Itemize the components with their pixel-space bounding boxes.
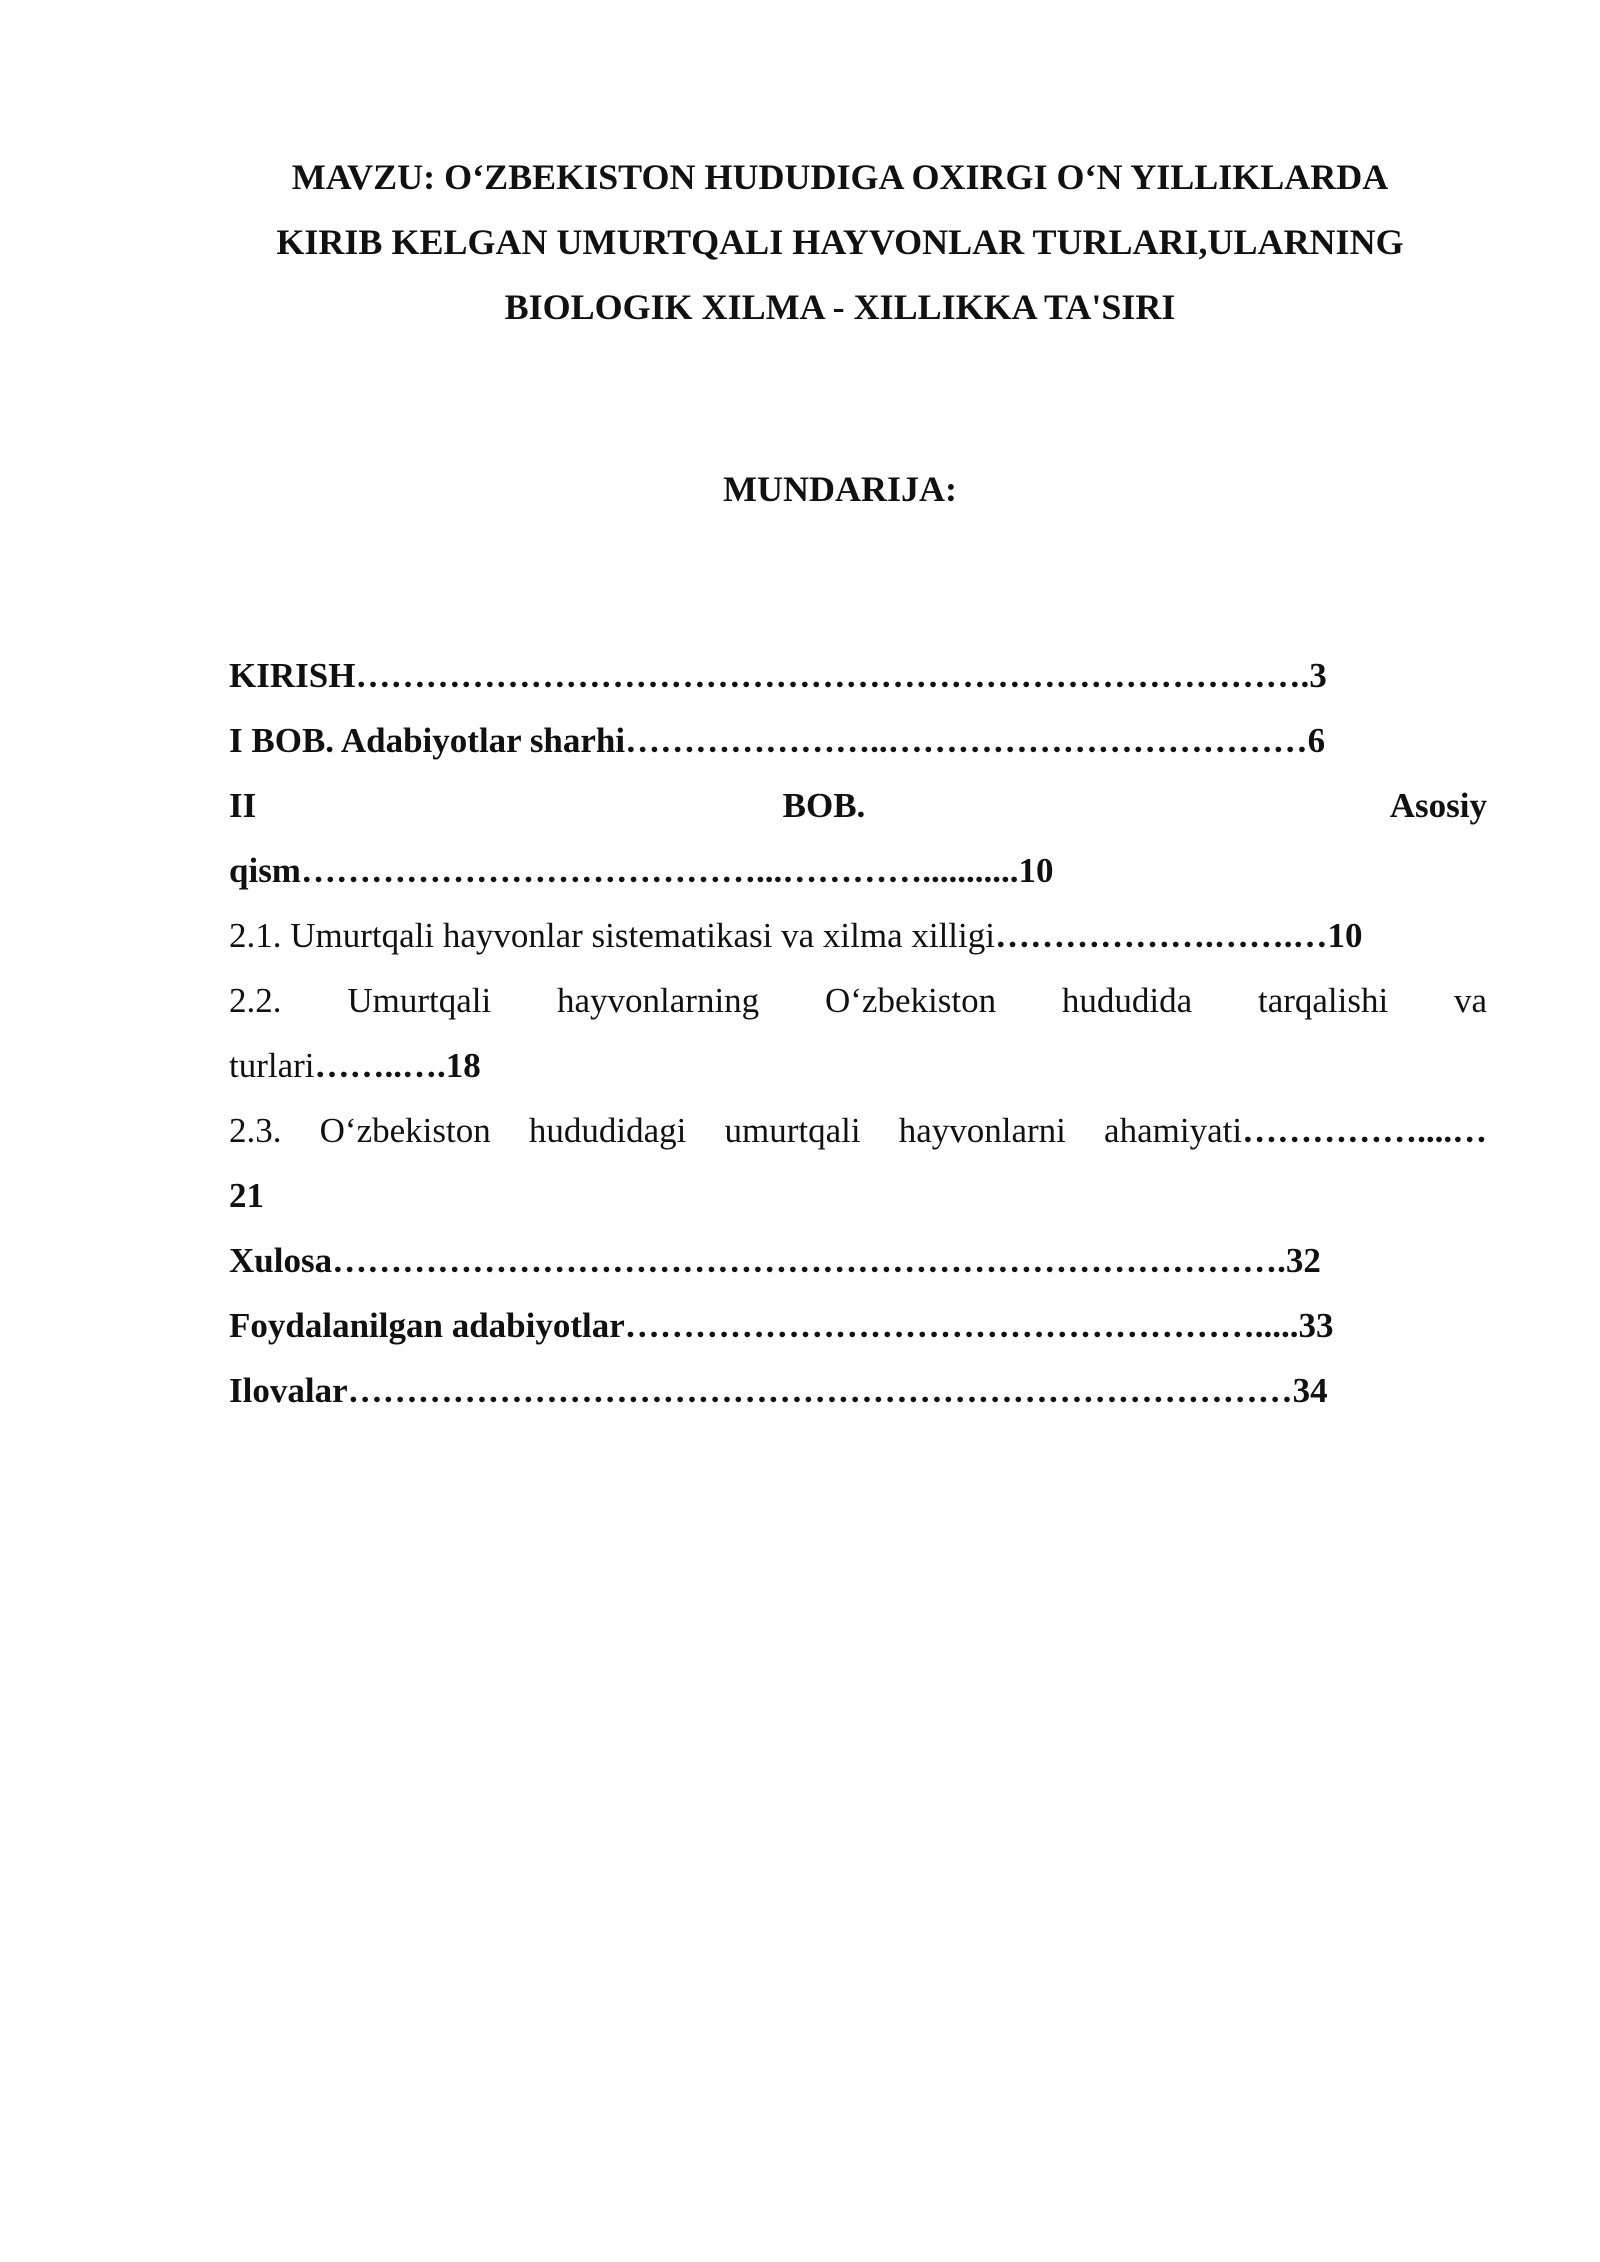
toc-entry-label: Foydalanilgan adabiyotlar — [229, 1306, 625, 1345]
toc-entry-label: Ilovalar — [229, 1371, 348, 1410]
title-line-2: KIRIB KELGAN UMURTQALI HAYVONLAR TURLARI,ULARNING — [276, 222, 1404, 262]
toc-entry-xulosa[interactable] — [229, 1228, 1487, 1293]
toc-page-number: 10 — [1327, 916, 1363, 955]
toc-entry-foydalanilgan-adabiyotlar[interactable] — [229, 1293, 1487, 1358]
toc-entry-label: I BOB. Adabiyotlar sharhi — [229, 721, 626, 760]
toc-word: ahamiyati — [1104, 1111, 1243, 1150]
toc-leader-dots: …………………..……………………………… — [625, 721, 1308, 760]
toc-word: II — [229, 786, 257, 825]
toc-page-number: 34 — [1292, 1371, 1328, 1410]
toc-entry-bob-1[interactable] — [229, 708, 1487, 773]
title-line-3: BIOLOGIK XILMA - XILLIKKA TA'SIRI — [504, 287, 1176, 327]
toc-entry-2-3-line-2[interactable] — [229, 1163, 1487, 1228]
toc-page-number: 32 — [1285, 1241, 1321, 1280]
document-title — [240, 145, 1440, 340]
toc-entry-ilovalar[interactable] — [229, 1358, 1487, 1423]
toc-entry-2-3-line-1[interactable] — [229, 1098, 1487, 1163]
toc-heading: MUNDARIJA: — [723, 469, 957, 509]
toc-word: hududidagi — [528, 1111, 687, 1150]
toc-word: O‘zbekiston — [319, 1111, 491, 1150]
toc-page-number: 10 — [1018, 851, 1054, 890]
toc-word: O‘zbekiston — [825, 981, 997, 1020]
toc-page-number: 6 — [1307, 721, 1326, 760]
toc-entry-kirish[interactable] — [229, 643, 1487, 708]
toc-leader-dots: ………………………………………………………………………. — [355, 656, 1310, 695]
toc-word: umurtqali — [724, 1111, 861, 1150]
toc-leader-dots: ……………….…….… — [994, 916, 1328, 955]
toc-entry-label: Xulosa — [229, 1241, 333, 1280]
toc-leader-dots: ………………………………………………..... — [624, 1306, 1299, 1345]
toc-entry-2-2-line-2[interactable] — [229, 1033, 1487, 1098]
toc-entry-2-1[interactable] — [229, 903, 1487, 968]
toc-page-number: 21 — [229, 1176, 264, 1215]
table-of-contents — [229, 643, 1487, 1423]
toc-leader-dots: ……..…. — [314, 1046, 446, 1085]
toc-entry-label: KIRISH — [229, 656, 356, 695]
toc-word: BOB. — [782, 786, 866, 825]
toc-word: hayvonlarning — [557, 981, 760, 1020]
toc-leader-dots: ………………………………………………………………………. — [332, 1241, 1286, 1280]
toc-entry-2-2-line-1[interactable] — [229, 968, 1487, 1033]
title-line-1: MAVZU: O‘ZBEKISTON HUDUDIGA OXIRGI O‘N YILLIKLARDA — [291, 157, 1389, 197]
toc-page-number: 33 — [1298, 1306, 1334, 1345]
toc-word: qism — [229, 851, 301, 890]
toc-leader-dots: ……………………………………………………………………… — [347, 1371, 1293, 1410]
toc-word: hududida — [1061, 981, 1193, 1020]
toc-entry-bob-2-line-1[interactable] — [229, 773, 1487, 838]
toc-page-number: 18 — [445, 1046, 481, 1085]
toc-word: 2.2. — [229, 981, 282, 1020]
toc-entry-label: 2.1. Umurtqali hayvonlar sistematikasi va xilma xilligi — [229, 916, 995, 955]
toc-word: Umurtqali — [347, 981, 492, 1020]
toc-word: Asosiy — [1389, 786, 1487, 825]
toc-entry-bob-2-line-2[interactable] — [229, 838, 1487, 903]
toc-word: hayvonlarni — [898, 1111, 1066, 1150]
toc-word: tarqalishi — [1257, 981, 1389, 1020]
toc-page-number: 3 — [1309, 656, 1327, 695]
toc-word: 2.3. — [229, 1111, 282, 1150]
toc-word: turlari — [229, 1046, 315, 1085]
toc-leader-dots: ……………....… — [1242, 1111, 1487, 1150]
toc-word: va — [1454, 981, 1487, 1020]
toc-leader-dots: …………………………………...…………........... — [300, 851, 1019, 890]
